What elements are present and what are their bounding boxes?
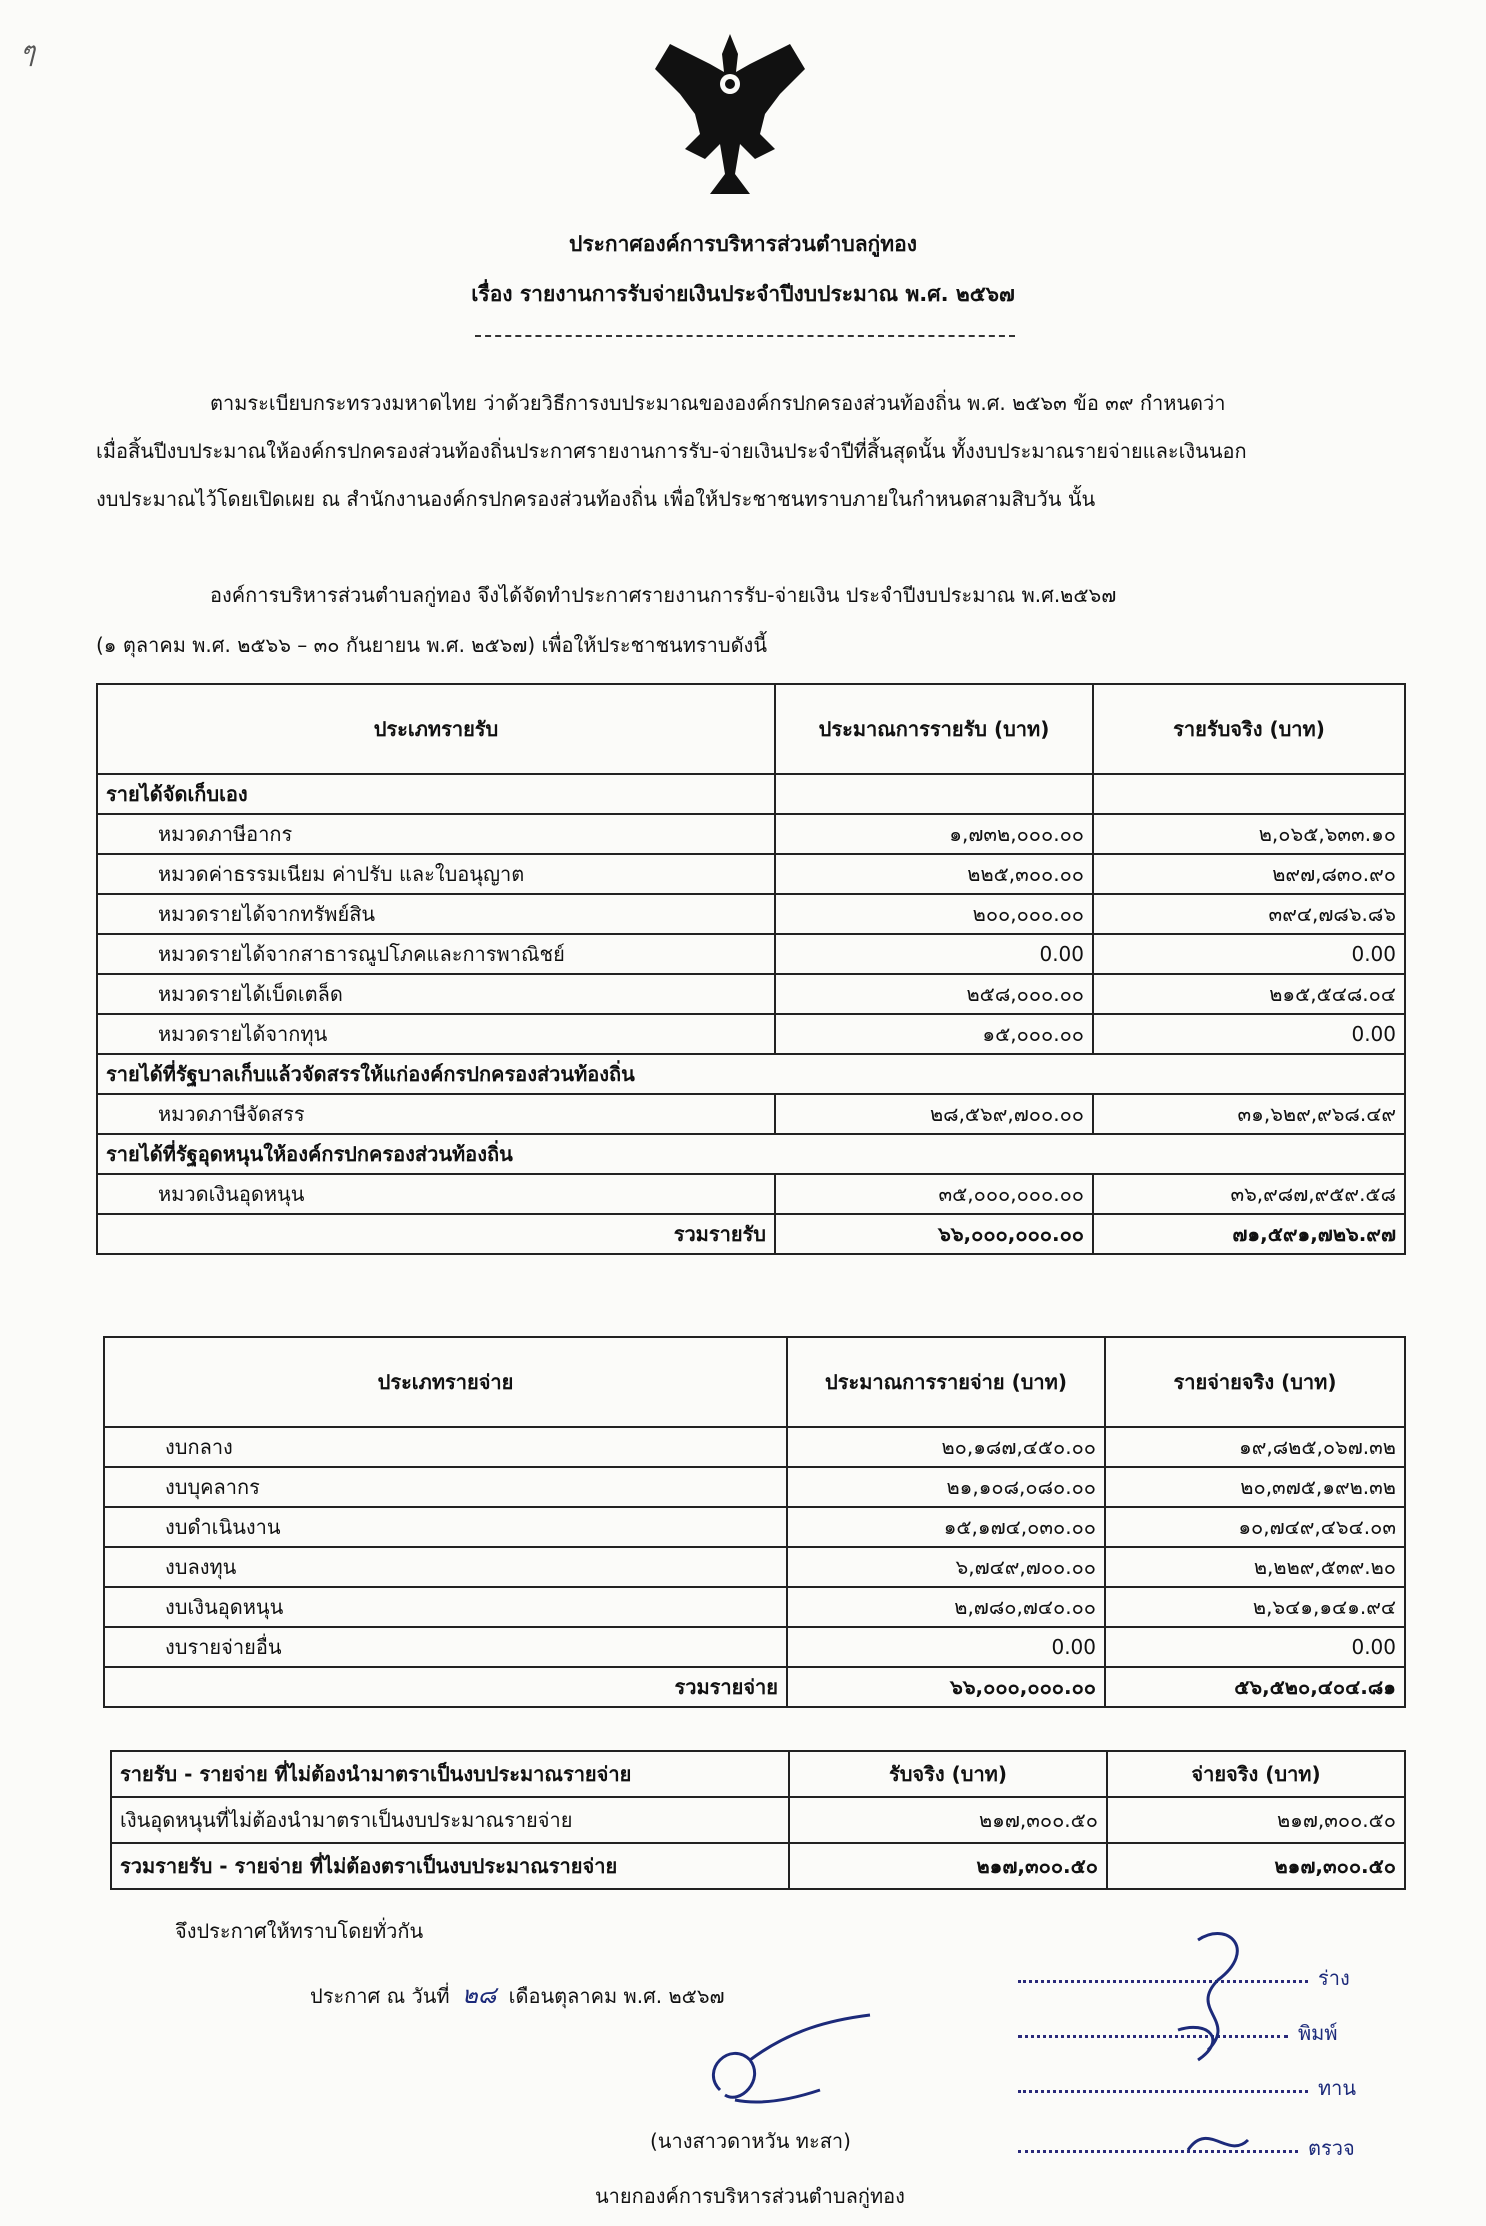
corner-mark: ๆ [20, 35, 36, 68]
offbudget-table [110, 1750, 1406, 1890]
row-label: หมวดภาษีจัดสรร [97, 1094, 775, 1134]
table-row [97, 814, 1405, 854]
income-group-label: รายได้ที่รัฐบาลเก็บแล้วจัดสรรให้แก่องค์กรปกครองส่วนท้องถิ่น [97, 1054, 1405, 1094]
row-actual: ๒๙๗,๘๓๐.๙๐ [1093, 854, 1405, 894]
initial-label: ทาน [1318, 2076, 1357, 2100]
income-group-row [97, 774, 1405, 814]
row-actual: ๒๑๕,๕๔๘.๐๔ [1093, 974, 1405, 1014]
row-actual: ๒,๖๔๑,๑๔๑.๙๔ [1105, 1587, 1405, 1627]
row-received: ๒๑๗,๓๐๐.๕๐ [789, 1797, 1107, 1843]
income-group-row [97, 1054, 1405, 1094]
income-header-row [97, 684, 1405, 774]
date-prefix: ประกาศ ณ วันที่ [310, 1984, 450, 2008]
row-label: งบเงินอุดหนุน [104, 1587, 787, 1627]
row-actual: ๑๐,๗๔๙,๔๖๔.๐๓ [1105, 1507, 1405, 1547]
table-row [97, 1174, 1405, 1214]
table-row [97, 1094, 1405, 1134]
offbudget-total-row [111, 1843, 1405, 1889]
total-received: ๒๑๗,๓๐๐.๕๐ [789, 1843, 1107, 1889]
table-row [104, 1507, 1405, 1547]
initial-label: ตรวจ [1308, 2136, 1355, 2160]
row-estimate: ๒๘,๕๖๙,๗๐๐.๐๐ [775, 1094, 1093, 1134]
row-estimate: ๒๐๐,๐๐๐.๐๐ [775, 894, 1093, 934]
income-total-row [97, 1214, 1405, 1254]
row-estimate: ๑๕,๑๗๔,๐๓๐.๐๐ [787, 1507, 1105, 1547]
divider [475, 335, 1015, 337]
table-row [97, 974, 1405, 1014]
expense-table [103, 1336, 1406, 1708]
total-label: รวมรายจ่าย [104, 1667, 787, 1707]
total-label: รวมรายรับ [97, 1214, 775, 1254]
row-actual: ๒,๒๒๙,๕๓๙.๒๐ [1105, 1547, 1405, 1587]
date-suffix: เดือนตุลาคม พ.ศ. ๒๕๖๗ [508, 1984, 725, 2008]
row-estimate: ๒๕๘,๐๐๐.๐๐ [775, 974, 1093, 1014]
row-paid: ๒๑๗,๓๐๐.๕๐ [1107, 1797, 1405, 1843]
row-estimate: ๒๑,๑๐๘,๐๘๐.๐๐ [787, 1467, 1105, 1507]
income-table [96, 683, 1406, 1255]
table-row [97, 854, 1405, 894]
row-label: หมวดภาษีอากร [97, 814, 775, 854]
garuda-emblem [640, 24, 820, 204]
row-estimate: 0.00 [787, 1627, 1105, 1667]
row-label: หมวดรายได้จากทุน [97, 1014, 775, 1054]
table-row [111, 1797, 1405, 1843]
expense-col-estimate: ประมาณการรายจ่าย (บาท) [787, 1337, 1105, 1427]
total-estimate: ๖๖,๐๐๐,๐๐๐.๐๐ [775, 1214, 1093, 1254]
header-line1: ประกาศองค์การบริหารส่วนตำบลกู่ทอง [569, 232, 917, 256]
row-estimate: ๒๒๕,๓๐๐.๐๐ [775, 854, 1093, 894]
signature [680, 2010, 880, 2120]
row-actual: 0.00 [1093, 934, 1405, 974]
row-estimate: ๑,๗๓๒,๐๐๐.๐๐ [775, 814, 1093, 854]
announce-text: จึงประกาศให้ทราบโดยทั่วกัน [175, 1919, 424, 1943]
header-line2: เรื่อง รายงานการรับจ่ายเงินประจำปีงบประมาณ พ.ศ. ๒๕๖๗ [471, 282, 1015, 306]
initials-block [1018, 1960, 1368, 2180]
paragraph-2-line-2: (๑ ตุลาคม พ.ศ. ๒๕๖๖ – ๓๐ กันยายน พ.ศ. ๒๕๖๗) เพื่อให้ประชาชนทราบดังนี้ [96, 633, 767, 657]
row-label: เงินอุดหนุนที่ไม่ต้องนำมาตราเป็นงบประมาณรายจ่าย [111, 1797, 789, 1843]
row-label: หมวดรายได้เบ็ดเตล็ด [97, 974, 775, 1014]
row-actual: ๓๖,๙๘๗,๙๕๙.๕๘ [1093, 1174, 1405, 1214]
row-estimate: ๒๐,๑๘๗,๔๕๐.๐๐ [787, 1427, 1105, 1467]
row-label: หมวดรายได้จากสาธารณูปโภคและการพาณิชย์ [97, 934, 775, 974]
row-actual: ๓๑,๖๒๙,๙๖๘.๔๙ [1093, 1094, 1405, 1134]
total-actual: ๕๖,๕๒๐,๔๐๔.๘๑ [1105, 1667, 1405, 1707]
date-day: ๒๘ [461, 1981, 497, 2009]
initial-label: ร่าง [1318, 1966, 1350, 1990]
income-group-row [97, 1134, 1405, 1174]
row-estimate: ๖,๗๔๙,๗๐๐.๐๐ [787, 1547, 1105, 1587]
paragraph-1-line-2: เมื่อสิ้นปีงบประมาณให้องค์กรปกครองส่วนท้องถิ่นประกาศรายงานการรับ-จ่ายเงินประจำปีที่สิ้นสุดนั้น ทั้งงบประมาณรายจ่ายและเงินนอก [96, 439, 1247, 463]
row-label: งบกลาง [104, 1427, 787, 1467]
offbudget-header-row [111, 1751, 1405, 1797]
row-estimate: ๓๕,๐๐๐,๐๐๐.๐๐ [775, 1174, 1093, 1214]
expense-total-row [104, 1667, 1405, 1707]
paragraph-1-line-1: ตามระเบียบกระทรวงมหาดไทย ว่าด้วยวิธีการงบประมาณขององค์กรปกครองส่วนท้องถิ่น พ.ศ. ๒๕๖๓ ข้อ ๓๙ กำหนดว่า [210, 391, 1226, 415]
row-label: งบรายจ่ายอื่น [104, 1627, 787, 1667]
initials-scribble [1138, 1920, 1298, 2180]
table-row [104, 1587, 1405, 1627]
initial-label: พิมพ์ [1298, 2021, 1338, 2045]
table-row [97, 934, 1405, 974]
income-col-estimate: ประมาณการรายรับ (บาท) [775, 684, 1093, 774]
paragraph-1-line-3: งบประมาณไว้โดยเปิดเผย ณ สำนักงานองค์กรปกครองส่วนท้องถิ่น เพื่อให้ประชาชนทราบภายในกำหนดสามสิบวัน นั้น [96, 487, 1096, 511]
expense-col-type: ประเภทรายจ่าย [104, 1337, 787, 1427]
row-label: งบบุคลากร [104, 1467, 787, 1507]
row-label: งบลงทุน [104, 1547, 787, 1587]
table-row [104, 1467, 1405, 1507]
offbudget-col-type: รายรับ - รายจ่าย ที่ไม่ต้องนำมาตราเป็นงบประมาณรายจ่าย [111, 1751, 789, 1797]
income-col-actual: รายรับจริง (บาท) [1093, 684, 1405, 774]
row-actual: ๓๙๔,๗๘๖.๘๖ [1093, 894, 1405, 934]
table-row [97, 1014, 1405, 1054]
total-label: รวมรายรับ - รายจ่าย ที่ไม่ต้องตราเป็นงบประมาณรายจ่าย [111, 1843, 789, 1889]
expense-col-actual: รายจ่ายจริง (บาท) [1105, 1337, 1405, 1427]
row-actual: ๒,๐๖๕,๖๓๓.๑๐ [1093, 814, 1405, 854]
signer-title: นายกองค์การบริหารส่วนตำบลกู่ทอง [595, 2184, 905, 2208]
row-actual: 0.00 [1105, 1627, 1405, 1667]
total-actual: ๗๑,๕๙๑,๗๒๖.๙๗ [1093, 1214, 1405, 1254]
total-estimate: ๖๖,๐๐๐,๐๐๐.๐๐ [787, 1667, 1105, 1707]
income-group-label: รายได้จัดเก็บเอง [97, 774, 775, 814]
row-estimate: ๑๕,๐๐๐.๐๐ [775, 1014, 1093, 1054]
row-label: งบดำเนินงาน [104, 1507, 787, 1547]
signer-name: (นางสาวดาหวัน ทะสา) [650, 2129, 851, 2153]
expense-header-row [104, 1337, 1405, 1427]
table-row [104, 1627, 1405, 1667]
row-estimate: ๒,๗๘๐,๗๔๐.๐๐ [787, 1587, 1105, 1627]
row-label: หมวดค่าธรรมเนียม ค่าปรับ และใบอนุญาต [97, 854, 775, 894]
row-estimate: 0.00 [775, 934, 1093, 974]
paragraph-2-line-1: องค์การบริหารส่วนตำบลกู่ทอง จึงได้จัดทำประกาศรายงานการรับ-จ่ายเงิน ประจำปีงบประมาณ พ.ศ.๒๕๖๗ [210, 583, 1117, 607]
row-actual: ๒๐,๓๗๕,๑๙๒.๓๒ [1105, 1467, 1405, 1507]
income-group-label: รายได้ที่รัฐอุดหนุนให้องค์กรปกครองส่วนท้องถิ่น [97, 1134, 1405, 1174]
announce-date [310, 1975, 725, 2014]
row-actual: 0.00 [1093, 1014, 1405, 1054]
table-row [104, 1547, 1405, 1587]
offbudget-col-received: รับจริง (บาท) [789, 1751, 1107, 1797]
table-row [97, 894, 1405, 934]
offbudget-col-paid: จ่ายจริง (บาท) [1107, 1751, 1405, 1797]
row-label: หมวดรายได้จากทรัพย์สิน [97, 894, 775, 934]
row-actual: ๑๙,๘๒๕,๐๖๗.๓๒ [1105, 1427, 1405, 1467]
total-paid: ๒๑๗,๓๐๐.๕๐ [1107, 1843, 1405, 1889]
income-col-type: ประเภทรายรับ [97, 684, 775, 774]
table-row [104, 1427, 1405, 1467]
row-label: หมวดเงินอุดหนุน [97, 1174, 775, 1214]
